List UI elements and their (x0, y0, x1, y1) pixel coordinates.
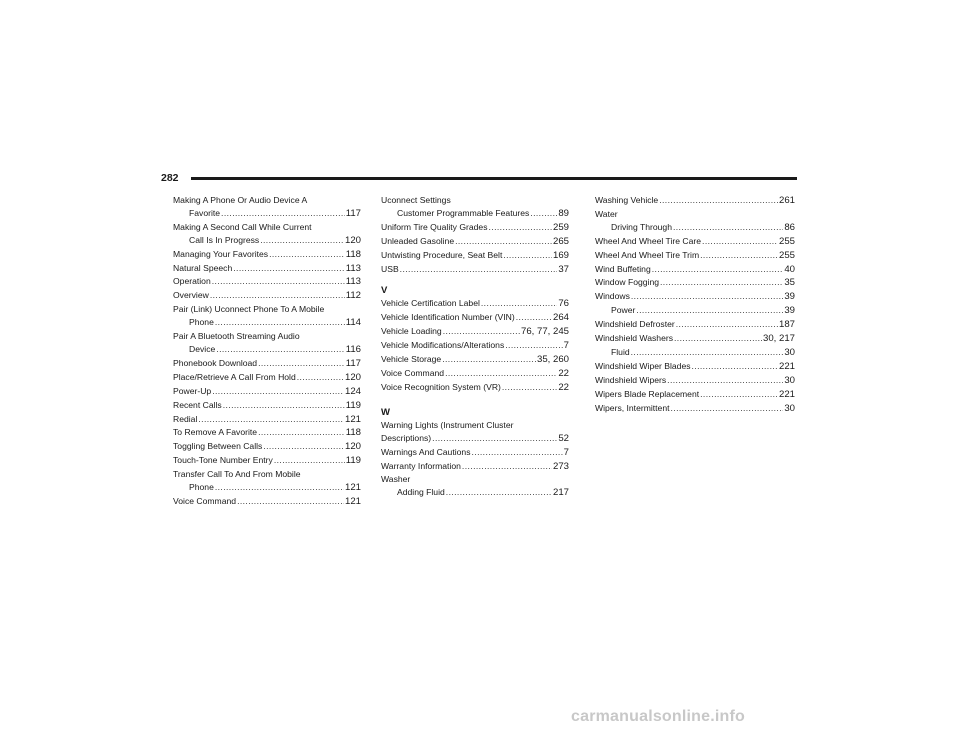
dot-leader (260, 234, 344, 247)
index-entry-line (595, 263, 795, 277)
dot-leader (631, 290, 783, 303)
index-entry (595, 360, 795, 374)
index-entry-term: Toggling Between Calls (173, 441, 263, 452)
index-entry (381, 297, 569, 311)
index-entry-term: Warning Lights (Instrument Cluster (381, 419, 514, 430)
index-entry-line (381, 353, 569, 367)
dot-leader (215, 481, 344, 494)
index-entry-term: Washer (381, 474, 411, 485)
index-entry (381, 460, 569, 474)
index-page-ref[interactable]: 7 (563, 446, 569, 458)
index-entry (595, 318, 795, 332)
index-entry-term: Warranty Information (381, 460, 461, 471)
index-entry (595, 249, 795, 263)
index-entry-term: Wheel And Wheel Tire Care (595, 235, 702, 246)
index-entry (173, 426, 361, 440)
index-page-ref[interactable]: 259 (552, 221, 569, 233)
index-entry (381, 263, 569, 277)
index-entry (595, 235, 795, 249)
index-page-ref[interactable]: 187 (778, 319, 795, 331)
index-page-ref[interactable]: 221 (778, 388, 795, 400)
header-rule (191, 177, 797, 180)
index-page-ref[interactable]: 119 (345, 455, 361, 467)
section-letter-heading: W (381, 406, 390, 418)
index-page-ref[interactable]: 30 (784, 402, 795, 414)
index-page-ref[interactable]: 86 (784, 221, 795, 233)
index-page-ref[interactable]: 121 (344, 482, 361, 494)
index-entry-term: Windshield Wiper Blades (595, 360, 691, 371)
index-entry-term: Managing Your Favorites (173, 248, 269, 259)
index-entry-line (595, 290, 795, 304)
index-page-ref[interactable]: 255 (778, 235, 795, 247)
index-entry-term: Power-Up (173, 385, 212, 396)
index-entry-term: Water (595, 208, 618, 219)
index-entry (173, 399, 361, 413)
index-page-ref[interactable]: 120 (344, 371, 361, 383)
index-entry-line (173, 262, 361, 276)
index-entry-line (381, 207, 569, 221)
index-page-ref[interactable]: 116 (345, 343, 361, 355)
index-page-ref[interactable]: 22 (558, 381, 569, 393)
index-entry (595, 276, 795, 290)
index-entry-line (381, 339, 569, 353)
index-page-ref[interactable]: 30 (784, 374, 795, 386)
index-entry-term: Phone (189, 482, 214, 493)
index-entry-line (173, 357, 361, 371)
index-page-ref[interactable]: 113 (345, 276, 361, 288)
index-entry-term: Windshield Defroster (595, 319, 675, 330)
index-entry (173, 454, 361, 468)
index-entry-term: Descriptions) (381, 432, 432, 443)
dot-leader (481, 297, 557, 310)
dot-leader (446, 486, 552, 499)
index-entry (173, 330, 361, 357)
index-entry-term: Customer Programmable Features (397, 207, 530, 218)
index-entry-term: Making A Phone Or Audio Device A (173, 195, 308, 205)
index-entry-line (173, 413, 361, 427)
dot-leader (258, 426, 345, 439)
index-entry-line (595, 318, 795, 332)
index-page-ref[interactable]: 76 (558, 298, 569, 310)
index-page-ref[interactable]: 265 (552, 235, 569, 247)
index-entry-line (173, 495, 361, 509)
index-entry-term: Transfer Call To And From Mobile (173, 469, 301, 480)
index-entry-term: Driving Through (611, 221, 672, 232)
index-page-ref[interactable]: 261 (778, 195, 795, 206)
index-entry-line (173, 454, 361, 468)
index-page-ref[interactable]: 113 (345, 262, 361, 274)
index-entry-line (173, 468, 361, 481)
index-entry-term: Power (611, 305, 636, 316)
index-entry (173, 440, 361, 454)
index-entry-term: Device (189, 343, 216, 354)
dot-leader (215, 316, 345, 329)
index-page-ref[interactable]: 117 (345, 357, 361, 369)
index-entry-line (173, 234, 361, 248)
dot-leader (652, 263, 784, 276)
index-page-ref[interactable]: 22 (558, 367, 569, 379)
dot-leader (671, 402, 784, 415)
index-page-ref[interactable]: 217 (552, 487, 569, 499)
index-entry-line (173, 194, 361, 207)
index-entry-line (381, 311, 569, 325)
dot-leader (462, 460, 552, 473)
index-entry (173, 248, 361, 262)
index-page-ref[interactable]: 273 (552, 460, 569, 472)
index-entry-line (595, 374, 795, 388)
index-entry (595, 374, 795, 388)
index-entry-line (595, 388, 795, 402)
index-page-ref[interactable]: 7 (563, 340, 569, 352)
index-entry (173, 275, 361, 289)
index-entry-term: Touch-Tone Number Entry (173, 455, 273, 466)
index-entry-term: Overview (173, 290, 209, 301)
index-entry-line (173, 221, 361, 234)
index-entry-line (381, 263, 569, 277)
index-page-ref[interactable]: 119 (345, 399, 361, 411)
index-entry-line (595, 249, 795, 263)
index-entry-term: Windshield Washers (595, 333, 674, 344)
dot-leader (700, 249, 778, 262)
dot-leader (400, 263, 558, 276)
index-page-ref[interactable]: 169 (552, 249, 569, 261)
section-letter-heading: V (381, 285, 388, 297)
index-entry-line (173, 385, 361, 399)
index-entry-term: Voice Recognition System (VR) (381, 381, 501, 392)
index-entry-term: Operation (173, 276, 211, 287)
index-entry-term: Fluid (611, 346, 630, 357)
dot-leader (432, 432, 557, 445)
index-entry (173, 289, 361, 303)
dot-leader (455, 235, 552, 248)
index-entry-line (595, 276, 795, 290)
dot-leader (472, 446, 563, 459)
index-entry-term: Voice Command (173, 495, 237, 506)
index-page-ref[interactable]: 124 (344, 385, 361, 397)
index-entry-term: Place/Retrieve A Call From Hold (173, 371, 296, 382)
dot-leader (636, 304, 783, 317)
index-entry (381, 339, 569, 353)
index-page-ref[interactable]: 112 (345, 290, 361, 302)
dot-leader (667, 374, 783, 387)
index-entry-line (381, 325, 569, 339)
dot-leader (216, 343, 344, 356)
dot-leader (237, 495, 344, 508)
index-entry-line (595, 208, 795, 221)
index-entry-term: Washing Vehicle (595, 195, 659, 205)
dot-leader (198, 413, 344, 426)
index-page-ref[interactable]: 89 (558, 207, 569, 219)
dot-leader (443, 325, 520, 338)
dot-leader (223, 399, 345, 412)
index-entry-line (381, 381, 569, 395)
index-entry (173, 495, 361, 509)
dot-leader (274, 454, 345, 467)
index-entry (173, 262, 361, 276)
watermark-text[interactable]: carmanualsonline.info (571, 708, 746, 725)
index-entry-term: Vehicle Certification Label (381, 298, 480, 309)
index-entry-term: Wind Buffeting (595, 263, 651, 274)
dot-leader (692, 360, 778, 373)
index-entry-line (173, 343, 361, 357)
index-entry-term: Warnings And Cautions (381, 446, 471, 457)
index-entry-term: Vehicle Storage (381, 354, 442, 365)
index-entry-line (595, 360, 795, 374)
index-entry (595, 346, 795, 360)
index-entry-line (595, 332, 795, 346)
index-page-ref[interactable]: 264 (552, 312, 569, 324)
dot-leader (297, 371, 344, 384)
index-entry-line (381, 432, 569, 446)
index-entry-line (381, 486, 569, 500)
dot-leader (673, 221, 783, 234)
index-page-ref[interactable]: 117 (345, 207, 361, 219)
index-page-ref[interactable]: 39 (784, 305, 795, 317)
index-page-ref[interactable]: 114 (345, 317, 361, 329)
dot-leader (700, 388, 778, 401)
index-entry-line (173, 248, 361, 262)
index-entry (173, 413, 361, 427)
index-entry-line (381, 460, 569, 474)
index-entry-line (381, 446, 569, 460)
index-entry-term: Windshield Wipers (595, 374, 667, 385)
index-entry (595, 290, 795, 318)
index-entry-line (595, 221, 795, 235)
index-entry-line (173, 330, 361, 343)
index-entry-term: Making A Second Call While Current (173, 221, 312, 232)
index-entry-line (595, 304, 795, 318)
index-entry-line (173, 440, 361, 454)
dot-leader (263, 440, 344, 453)
index-entry (595, 208, 795, 235)
index-entry-term: Wipers Blade Replacement (595, 388, 700, 399)
index-entry-line (381, 235, 569, 249)
index-entry-line (173, 316, 361, 330)
index-entry-term: Voice Command (381, 367, 445, 378)
index-entry (381, 221, 569, 235)
index-entry-term: Pair A Bluetooth Streaming Audio (173, 331, 300, 342)
index-entry-term: USB (381, 263, 399, 274)
index-entry-term: Windows (595, 291, 630, 302)
index-entry-line (381, 194, 569, 207)
dot-leader (210, 289, 345, 302)
index-entry (173, 221, 361, 248)
index-entry-line (173, 426, 361, 440)
dot-leader (502, 381, 557, 394)
index-entry (381, 381, 569, 395)
index-entry-term: Call Is In Progress (189, 234, 260, 245)
index-entry (173, 194, 361, 221)
index-entry-term: Adding Fluid (397, 487, 445, 498)
index-entry (381, 446, 569, 460)
index-entry-line (595, 235, 795, 249)
index-page-ref[interactable]: 120 (344, 234, 361, 246)
index-page-ref[interactable]: 35 (784, 277, 795, 289)
index-page-ref[interactable]: 121 (344, 495, 361, 507)
index-entry-term: Unleaded Gasoline (381, 235, 455, 246)
index-entry (595, 332, 795, 346)
index-page-ref[interactable]: 30 (784, 346, 795, 358)
index-column-1 (173, 194, 361, 509)
dot-leader (212, 385, 344, 398)
index-entry-line (173, 399, 361, 413)
index-entry-term: Recent Calls (173, 399, 222, 410)
index-entry-term: Phonebook Download (173, 357, 258, 368)
index-entry-line (173, 303, 361, 316)
index-entry-line (595, 346, 795, 360)
index-entry-term: Vehicle Identification Number (VIN) (381, 312, 515, 323)
dot-leader (489, 221, 552, 234)
dot-leader (233, 262, 344, 275)
index-page-ref[interactable]: 118 (345, 427, 361, 439)
index-entry-line (381, 419, 569, 432)
index-page-ref[interactable]: 76, 77, 245 (520, 326, 569, 338)
dot-leader (660, 276, 783, 289)
dot-leader (676, 318, 778, 331)
index-page-ref[interactable]: 52 (558, 432, 569, 444)
index-page-ref[interactable]: 37 (558, 263, 569, 275)
index-entry (173, 468, 361, 495)
dot-leader (516, 311, 552, 324)
index-entry-line (173, 481, 361, 495)
index-entry-line (173, 207, 361, 221)
index-entry-line (173, 275, 361, 289)
index-entry (381, 235, 569, 249)
dot-leader (659, 194, 778, 207)
index-entry-line (381, 473, 569, 486)
index-page-ref[interactable]: 35, 260 (536, 354, 569, 366)
index-entry-line (381, 221, 569, 235)
index-entry-line (173, 371, 361, 385)
index-entry-line (381, 297, 569, 311)
dot-leader (258, 357, 345, 370)
index-entry-line (595, 194, 795, 208)
index-entry-term: Natural Speech (173, 262, 233, 273)
index-column-3 (595, 194, 795, 416)
index-page-ref[interactable]: 255 (778, 249, 795, 261)
index-entry (381, 419, 569, 446)
index-page-ref[interactable]: 30, 217 (762, 333, 795, 345)
index-page-ref[interactable]: 120 (344, 441, 361, 453)
page-number: 282 (161, 172, 179, 184)
index-entry-term: Redial (173, 413, 198, 424)
dot-leader (702, 235, 778, 248)
dot-leader (212, 275, 345, 288)
index-entry-line (381, 367, 569, 381)
index-entry-term: Favorite (189, 207, 221, 218)
index-entry (381, 311, 569, 325)
index-entry-line (381, 249, 569, 263)
index-entry (595, 402, 795, 416)
index-entry (381, 325, 569, 339)
index-entry-term: Wipers, Intermittent (595, 402, 670, 413)
index-entry-term: Phone (189, 317, 214, 328)
dot-leader (674, 332, 762, 345)
index-entry-term: Untwisting Procedure, Seat Belt (381, 249, 503, 260)
index-page-ref[interactable]: 221 (778, 360, 795, 372)
dot-leader (221, 207, 345, 220)
index-entry-line (595, 402, 795, 416)
index-entry (381, 367, 569, 381)
index-page-ref[interactable]: 121 (344, 413, 361, 425)
index-entry (381, 249, 569, 263)
dot-leader (530, 207, 557, 220)
index-entry-term: Uconnect Settings (381, 195, 451, 205)
index-entry-term: Wheel And Wheel Tire Trim (595, 249, 700, 260)
dot-leader (445, 367, 557, 380)
index-entry-term: Window Fogging (595, 277, 660, 288)
index-entry (381, 194, 569, 221)
index-entry (381, 353, 569, 367)
index-entry (595, 194, 795, 208)
index-column-2 (381, 194, 569, 500)
index-entry (595, 263, 795, 277)
dot-leader (505, 339, 562, 352)
index-entry-term: Pair (Link) Uconnect Phone To A Mobile (173, 304, 325, 315)
index-entry (381, 473, 569, 500)
index-page-ref[interactable]: 40 (784, 263, 795, 275)
index-entry-term: Vehicle Modifications/Alterations (381, 340, 505, 351)
dot-leader (631, 346, 784, 359)
index-entry (173, 303, 361, 330)
index-entry-term: To Remove A Favorite (173, 427, 258, 438)
index-entry-term: Uniform Tire Quality Grades (381, 221, 488, 232)
dot-leader (269, 248, 345, 261)
index-entry-line (173, 289, 361, 303)
index-entry (173, 385, 361, 399)
dot-leader (442, 353, 536, 366)
dot-leader (503, 249, 552, 262)
index-page-ref[interactable]: 39 (784, 291, 795, 303)
index-entry (173, 357, 361, 371)
index-page-ref[interactable]: 118 (345, 248, 361, 260)
index-entry-term: Vehicle Loading (381, 326, 442, 337)
index-entry (595, 388, 795, 402)
index-entry (173, 371, 361, 385)
